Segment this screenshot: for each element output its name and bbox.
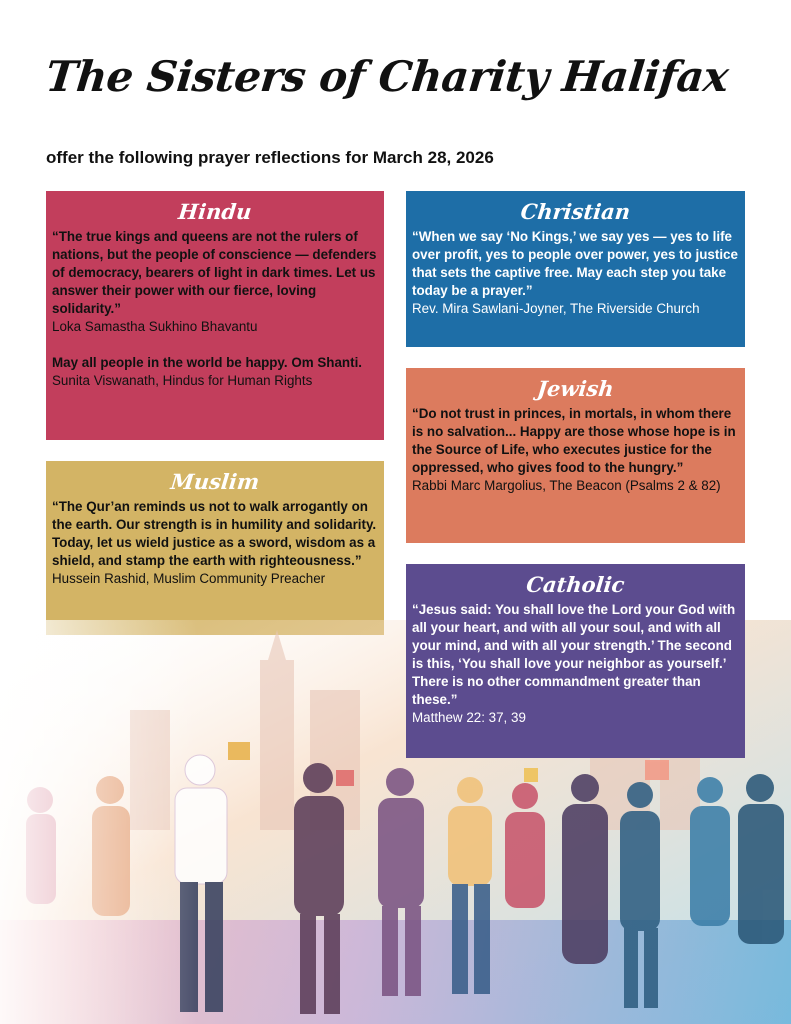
page-subtitle: offer the following prayer reflections for March 28, 2026 <box>46 148 494 167</box>
hindu-heading: Hindu <box>177 199 253 224</box>
muslim-card <box>46 461 384 635</box>
catholic-quote: “Jesus said: You shall love the Lord your God with all your heart, and with all your soul, and with all your mind, and with all your strength.’ The second is this, ‘You shall love your neighbor as yourself.’ There is no other commandment greater than these.” <box>412 602 736 707</box>
jewish-quote: “Do not trust in princes, in mortals, in whom there is no salvation... Happy are those whose hope is in the Source of Life, who executes justice for the oppressed, who gives food to the hungry.” <box>412 406 736 475</box>
hindu-card <box>46 191 384 440</box>
hindu-quote-2: May all people in the world be happy. Om Shanti. <box>52 355 363 370</box>
jewish-attribution: Rabbi Marc Margolius, The Beacon (Psalms 2 & 82) <box>412 478 721 493</box>
hindu-attribution: Loka Samastha Sukhino Bhavantu <box>52 319 258 334</box>
christian-heading: Christian <box>519 199 632 224</box>
christian-card <box>406 191 745 347</box>
muslim-quote: “The Qur’an reminds us not to walk arrogantly on the earth. Our strength is in humility and solidarity. Today, let us wield justice as a sword, wisdom as a shield, and stamp the earth with righteousness.” <box>52 499 377 568</box>
catholic-attribution: Matthew 22: 37, 39 <box>412 710 526 725</box>
hindu-attribution-2: Sunita Viswanath, Hindus for Human Rights <box>52 373 313 388</box>
christian-quote: “When we say ‘No Kings,’ we say yes — yes to life over profit, yes to people over power, yes to justice that sets the captive free. May each step you take today be a prayer.” <box>412 229 738 298</box>
muslim-heading: Muslim <box>169 469 261 494</box>
muslim-attribution: Hussein Rashid, Muslim Community Preacher <box>52 571 326 586</box>
hindu-quote: “The true kings and queens are not the rulers of nations, but the people of conscience — defenders of democracy, bearers of light in dark times. Let us answer their power with our fierce, loving solidarity.” <box>52 229 377 316</box>
catholic-heading: Catholic <box>525 572 626 597</box>
jewish-heading: Jewish <box>535 376 616 401</box>
catholic-card <box>406 564 745 758</box>
jewish-card <box>406 368 745 543</box>
page-title: The Sisters of Charity Halifax <box>43 52 731 101</box>
christian-attribution: Rev. Mira Sawlani-Joyner, The Riverside Church <box>412 301 700 316</box>
